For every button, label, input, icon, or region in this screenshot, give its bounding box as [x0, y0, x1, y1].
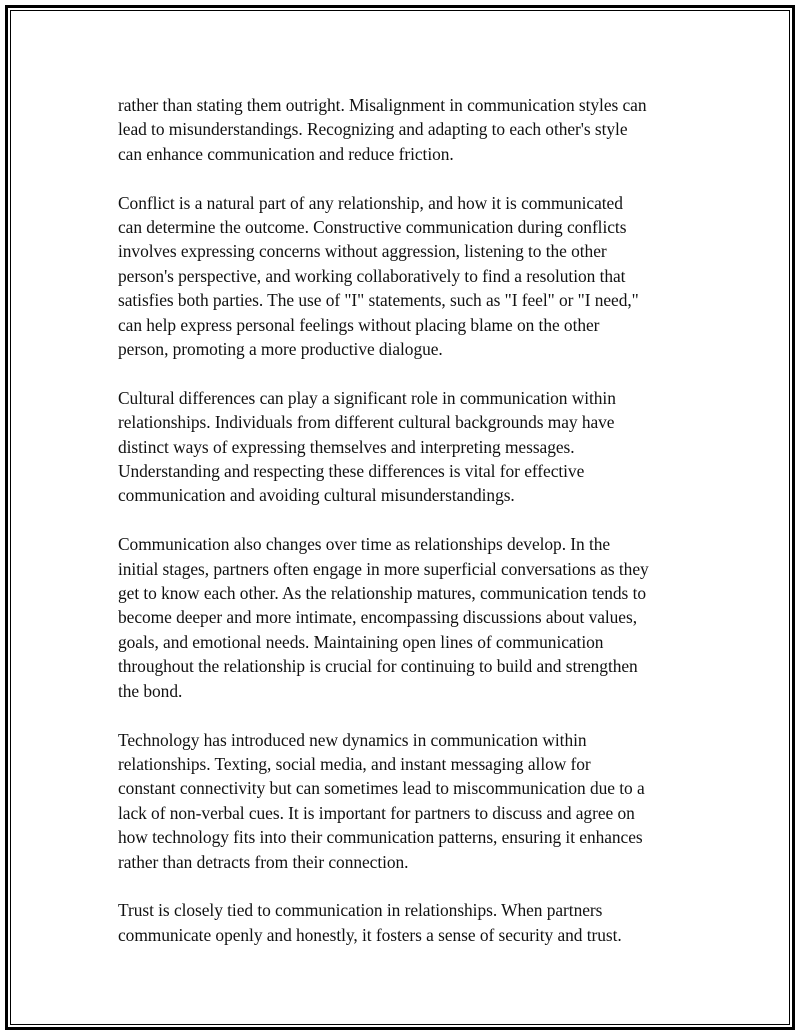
paragraph-communication-over-time: Communication also changes over time as relationships develop. In the initial stages, partners often engage in more superficial conversations as they get to know each other. As the relationship matures, communication tends to become deeper and more intimate, encompassing discussions about values, goals, and emotional needs. Maintaining open lines of communication throughout the relationship is crucial for continuing to build and strengthen the bond. [118, 534, 649, 701]
paragraph-cultural-differences: Cultural differences can play a significant role in communication within relationships. Individuals from different cultural backgrounds may have distinct ways of expressing themselves and interpreting messages. Understanding and respecting these differences is vital for effective communication and avoiding cultural misunderstandings. [118, 387, 616, 506]
paragraph-conflict: Conflict is a natural part of any relationship, and how it is communicated can determine the outcome. Constructive communication during conflicts involves expressing concerns without aggression, listening to the other person's perspective, and working collaboratively to find a resolution that satisfies both parties. The use of "I" statements, such as "I feel" or "I need," can help express personal feelings without placing blame on the other person, promoting a more productive dialogue. [118, 192, 639, 360]
paragraph-communication-styles: rather than stating them outright. Misalignment in communication styles can lead to misunderstandings. Recognizing and adapting to each other's style can enhance communication and reduce friction. [118, 95, 647, 164]
paragraph-trust: Trust is closely tied to communication in relationships. When partners communicate openly and honestly, it fosters a sense of security and trust. [118, 900, 622, 945]
document-body [118, 93, 698, 947]
paragraph-technology: Technology has introduced new dynamics in communication within relationships. Texting, social media, and instant messaging allow for constant connectivity but can sometimes lead to miscommunication due to a lack of non-verbal cues. It is important for partners to discuss and agree on how technology fits into their communication patterns, ensuring it enhances rather than detracts from their connection. [118, 729, 645, 872]
